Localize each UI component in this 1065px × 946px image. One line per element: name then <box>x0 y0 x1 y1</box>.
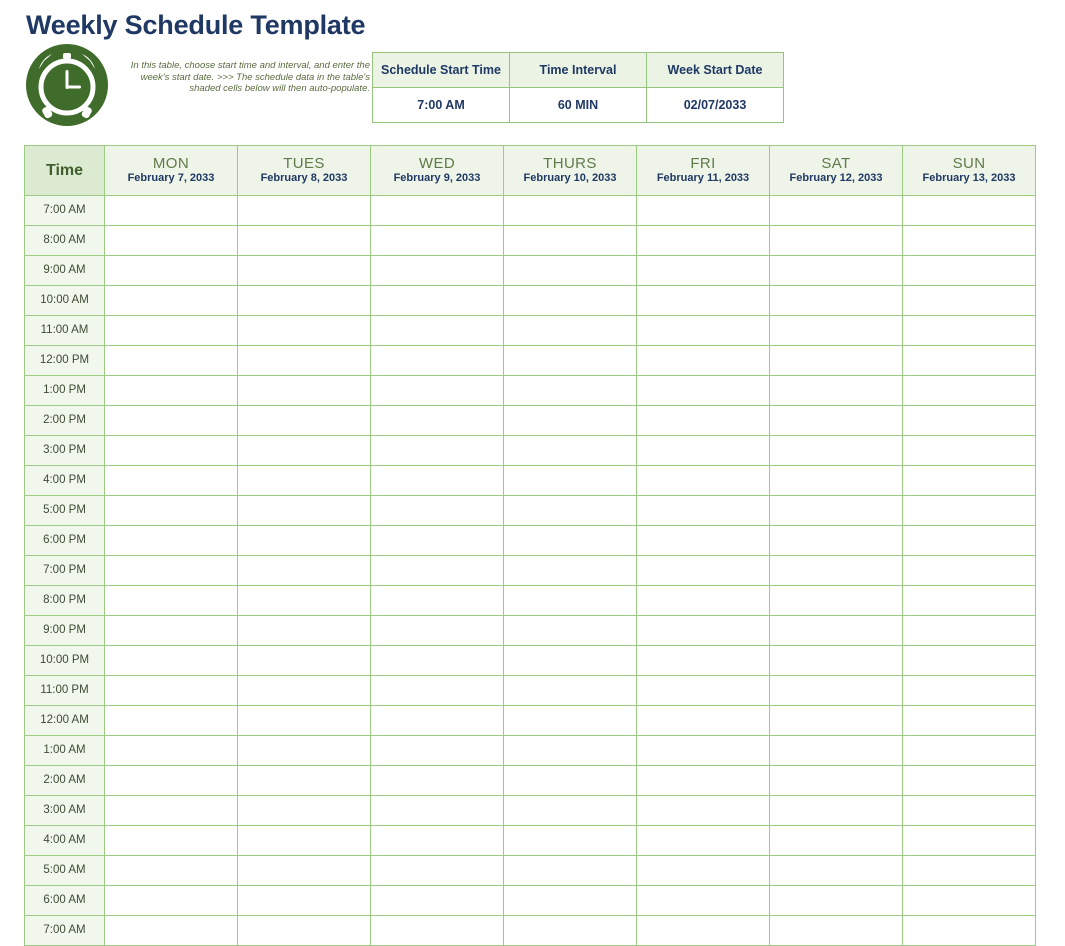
table-row <box>25 586 1036 616</box>
schedule-slot-cell[interactable] <box>770 796 903 826</box>
schedule-slot-cell[interactable] <box>105 796 238 826</box>
time-label: 3:00 AM <box>25 796 105 826</box>
schedule-slot-cell[interactable] <box>504 856 637 886</box>
schedule-slot-cell[interactable] <box>238 256 371 286</box>
table-row <box>25 676 1036 706</box>
schedule-slot-cell[interactable] <box>903 766 1036 796</box>
schedule-slot-cell[interactable] <box>770 556 903 586</box>
schedule-slot-cell[interactable] <box>770 196 903 226</box>
settings-value-interval[interactable]: 60 MIN <box>510 88 647 123</box>
schedule-header-day-wed <box>371 146 504 196</box>
time-label: 9:00 AM <box>25 256 105 286</box>
schedule-slot-cell[interactable] <box>238 766 371 796</box>
schedule-slot-cell[interactable] <box>504 256 637 286</box>
schedule-slot-cell[interactable] <box>371 916 504 946</box>
schedule-slot-cell[interactable] <box>637 406 770 436</box>
schedule-slot-cell[interactable] <box>903 706 1036 736</box>
page-title: Weekly Schedule Template <box>26 10 366 40</box>
schedule-header-time: Time <box>25 146 105 196</box>
schedule-slot-cell[interactable] <box>504 706 637 736</box>
schedule-slot-cell[interactable] <box>903 376 1036 406</box>
schedule-slot-cell[interactable] <box>770 856 903 886</box>
schedule-header-day-sun <box>903 146 1036 196</box>
schedule-slot-cell[interactable] <box>903 826 1036 856</box>
schedule-header-day-fri <box>637 146 770 196</box>
schedule-slot-cell[interactable] <box>903 556 1036 586</box>
schedule-slot-cell[interactable] <box>903 346 1036 376</box>
schedule-slot-cell[interactable] <box>637 616 770 646</box>
schedule-slot-cell[interactable] <box>371 586 504 616</box>
table-row <box>25 286 1036 316</box>
schedule-header-day-sat <box>770 146 903 196</box>
schedule-slot-cell[interactable] <box>105 856 238 886</box>
table-row <box>25 526 1036 556</box>
schedule-slot-cell[interactable] <box>770 436 903 466</box>
day-date-tues: February 8, 2033 <box>260 172 348 184</box>
schedule-slot-cell[interactable] <box>770 886 903 916</box>
schedule-slot-cell[interactable] <box>903 736 1036 766</box>
schedule-slot-cell[interactable] <box>504 316 637 346</box>
schedule-slot-cell[interactable] <box>105 196 238 226</box>
time-label: 5:00 PM <box>25 496 105 526</box>
schedule-slot-cell[interactable] <box>238 196 371 226</box>
day-date-thurs: February 10, 2033 <box>523 172 617 184</box>
schedule-slot-cell[interactable] <box>770 616 903 646</box>
time-label: 12:00 PM <box>25 346 105 376</box>
schedule-slot-cell[interactable] <box>238 736 371 766</box>
time-label: 1:00 AM <box>25 736 105 766</box>
schedule-slot-cell[interactable] <box>637 256 770 286</box>
schedule-slot-cell[interactable] <box>105 376 238 406</box>
schedule-slot-cell[interactable] <box>105 286 238 316</box>
table-row <box>25 886 1036 916</box>
schedule-slot-cell[interactable] <box>903 646 1036 676</box>
table-row <box>25 436 1036 466</box>
schedule-slot-cell[interactable] <box>770 286 903 316</box>
schedule-slot-cell[interactable] <box>770 676 903 706</box>
schedule-slot-cell[interactable] <box>637 526 770 556</box>
schedule-slot-cell[interactable] <box>903 436 1036 466</box>
table-row <box>25 736 1036 766</box>
schedule-slot-cell[interactable] <box>504 466 637 496</box>
schedule-slot-cell[interactable] <box>371 496 504 526</box>
schedule-header-day-tues <box>238 146 371 196</box>
table-row <box>25 826 1036 856</box>
schedule-slot-cell[interactable] <box>770 346 903 376</box>
schedule-slot-cell[interactable] <box>371 256 504 286</box>
schedule-slot-cell[interactable] <box>770 586 903 616</box>
schedule-slot-cell[interactable] <box>637 736 770 766</box>
schedule-slot-cell[interactable] <box>504 436 637 466</box>
table-row <box>25 556 1036 586</box>
table-row <box>25 796 1036 826</box>
settings-header-row <box>373 53 784 88</box>
schedule-slot-cell[interactable] <box>770 826 903 856</box>
table-row <box>25 196 1036 226</box>
schedule-slot-cell[interactable] <box>238 436 371 466</box>
schedule-body <box>25 196 1036 946</box>
schedule-slot-cell[interactable] <box>105 346 238 376</box>
day-date-wed: February 9, 2033 <box>393 172 481 184</box>
schedule-slot-cell[interactable] <box>371 466 504 496</box>
schedule-slot-cell[interactable] <box>371 406 504 436</box>
top-info-area <box>26 44 786 126</box>
schedule-slot-cell[interactable] <box>637 916 770 946</box>
schedule-slot-cell[interactable] <box>637 796 770 826</box>
schedule-slot-cell[interactable] <box>903 676 1036 706</box>
schedule-slot-cell[interactable] <box>637 706 770 736</box>
schedule-slot-cell[interactable] <box>770 766 903 796</box>
schedule-slot-cell[interactable] <box>238 406 371 436</box>
schedule-slot-cell[interactable] <box>637 646 770 676</box>
schedule-slot-cell[interactable] <box>105 556 238 586</box>
table-row <box>25 256 1036 286</box>
time-label: 7:00 PM <box>25 556 105 586</box>
schedule-slot-cell[interactable] <box>770 406 903 436</box>
schedule-slot-cell[interactable] <box>504 226 637 256</box>
time-label: 11:00 PM <box>25 676 105 706</box>
table-row <box>25 376 1036 406</box>
schedule-slot-cell[interactable] <box>238 856 371 886</box>
schedule-slot-cell[interactable] <box>504 556 637 586</box>
schedule-slot-cell[interactable] <box>903 886 1036 916</box>
schedule-slot-cell[interactable] <box>238 376 371 406</box>
time-label: 4:00 PM <box>25 466 105 496</box>
schedule-slot-cell[interactable] <box>903 286 1036 316</box>
schedule-slot-cell[interactable] <box>238 346 371 376</box>
schedule-slot-cell[interactable] <box>105 226 238 256</box>
schedule-slot-cell[interactable] <box>504 736 637 766</box>
time-label: 6:00 AM <box>25 886 105 916</box>
schedule-slot-cell[interactable] <box>105 526 238 556</box>
schedule-slot-cell[interactable] <box>637 316 770 346</box>
schedule-slot-cell[interactable] <box>105 406 238 436</box>
table-row <box>25 646 1036 676</box>
schedule-slot-cell[interactable] <box>371 856 504 886</box>
schedule-slot-cell[interactable] <box>637 676 770 706</box>
schedule-slot-cell[interactable] <box>371 346 504 376</box>
table-row <box>25 706 1036 736</box>
schedule-header-day-thurs <box>504 146 637 196</box>
schedule-slot-cell[interactable] <box>238 496 371 526</box>
settings-header-start-time: Schedule Start Time <box>373 53 510 88</box>
time-label: 5:00 AM <box>25 856 105 886</box>
schedule-slot-cell[interactable] <box>637 856 770 886</box>
schedule-slot-cell[interactable] <box>770 376 903 406</box>
table-row <box>25 226 1036 256</box>
schedule-slot-cell[interactable] <box>637 466 770 496</box>
schedule-slot-cell[interactable] <box>371 616 504 646</box>
day-name-wed: WED <box>418 155 456 172</box>
schedule-slot-cell[interactable] <box>371 736 504 766</box>
schedule-slot-cell[interactable] <box>770 496 903 526</box>
day-name-sat: SAT <box>821 155 851 172</box>
schedule-slot-cell[interactable] <box>238 556 371 586</box>
schedule-slot-cell[interactable] <box>371 436 504 466</box>
schedule-slot-cell[interactable] <box>238 616 371 646</box>
schedule-slot-cell[interactable] <box>504 586 637 616</box>
schedule-slot-cell[interactable] <box>238 286 371 316</box>
time-label: 4:00 AM <box>25 826 105 856</box>
day-name-tues: TUES <box>283 155 325 172</box>
time-label: 9:00 PM <box>25 616 105 646</box>
schedule-slot-cell[interactable] <box>371 196 504 226</box>
schedule-slot-cell[interactable] <box>903 316 1036 346</box>
schedule-slot-cell[interactable] <box>105 706 238 736</box>
table-row <box>25 916 1036 946</box>
schedule-slot-cell[interactable] <box>105 316 238 346</box>
weekly-schedule-table <box>24 145 1036 946</box>
schedule-slot-cell[interactable] <box>371 766 504 796</box>
schedule-slot-cell[interactable] <box>903 496 1036 526</box>
schedule-slot-cell[interactable] <box>105 616 238 646</box>
schedule-slot-cell[interactable] <box>238 316 371 346</box>
settings-value-row <box>373 88 784 123</box>
schedule-slot-cell[interactable] <box>105 916 238 946</box>
schedule-slot-cell[interactable] <box>105 496 238 526</box>
schedule-slot-cell[interactable] <box>371 226 504 256</box>
time-label: 12:00 AM <box>25 706 105 736</box>
settings-header-interval: Time Interval <box>510 53 647 88</box>
schedule-slot-cell[interactable] <box>238 586 371 616</box>
schedule-slot-cell[interactable] <box>637 826 770 856</box>
schedule-slot-cell[interactable] <box>105 676 238 706</box>
schedule-slot-cell[interactable] <box>238 916 371 946</box>
time-label: 8:00 AM <box>25 226 105 256</box>
schedule-slot-cell[interactable] <box>504 376 637 406</box>
time-label: 3:00 PM <box>25 436 105 466</box>
time-label: 8:00 PM <box>25 586 105 616</box>
schedule-slot-cell[interactable] <box>637 436 770 466</box>
schedule-slot-cell[interactable] <box>903 466 1036 496</box>
schedule-slot-cell[interactable] <box>903 226 1036 256</box>
table-row <box>25 316 1036 346</box>
schedule-slot-cell[interactable] <box>637 586 770 616</box>
schedule-slot-cell[interactable] <box>504 826 637 856</box>
schedule-slot-cell[interactable] <box>903 586 1036 616</box>
schedule-slot-cell[interactable] <box>371 286 504 316</box>
time-label: 10:00 PM <box>25 646 105 676</box>
time-label: 2:00 AM <box>25 766 105 796</box>
schedule-slot-cell[interactable] <box>105 886 238 916</box>
schedule-slot-cell[interactable] <box>238 796 371 826</box>
schedule-slot-cell[interactable] <box>504 616 637 646</box>
schedule-slot-cell[interactable] <box>637 226 770 256</box>
schedule-slot-cell[interactable] <box>238 466 371 496</box>
schedule-slot-cell[interactable] <box>105 256 238 286</box>
schedule-header-day-mon <box>105 146 238 196</box>
schedule-slot-cell[interactable] <box>105 436 238 466</box>
table-row <box>25 856 1036 886</box>
schedule-slot-cell[interactable] <box>371 376 504 406</box>
schedule-slot-cell[interactable] <box>504 346 637 376</box>
day-date-fri: February 11, 2033 <box>656 172 750 184</box>
table-row <box>25 496 1036 526</box>
schedule-slot-cell[interactable] <box>105 586 238 616</box>
schedule-slot-cell[interactable] <box>770 256 903 286</box>
schedule-slot-cell[interactable] <box>371 826 504 856</box>
settings-value-start-time[interactable]: 7:00 AM <box>373 88 510 123</box>
schedule-slot-cell[interactable] <box>371 676 504 706</box>
schedule-slot-cell[interactable] <box>371 796 504 826</box>
table-row <box>25 466 1036 496</box>
time-label: 7:00 AM <box>25 196 105 226</box>
schedule-slot-cell[interactable] <box>504 676 637 706</box>
schedule-slot-cell[interactable] <box>504 196 637 226</box>
day-name-mon: MON <box>152 155 190 172</box>
schedule-slot-cell[interactable] <box>770 466 903 496</box>
table-row <box>25 766 1036 796</box>
schedule-slot-cell[interactable] <box>504 766 637 796</box>
schedule-slot-cell[interactable] <box>105 736 238 766</box>
schedule-slot-cell[interactable] <box>903 916 1036 946</box>
schedule-slot-cell[interactable] <box>371 316 504 346</box>
schedule-slot-cell[interactable] <box>238 826 371 856</box>
schedule-slot-cell[interactable] <box>105 826 238 856</box>
schedule-slot-cell[interactable] <box>238 886 371 916</box>
schedule-slot-cell[interactable] <box>770 646 903 676</box>
schedule-header-row <box>25 146 1036 196</box>
settings-table <box>372 52 784 123</box>
day-date-sun: February 13, 2033 <box>922 172 1016 184</box>
schedule-slot-cell[interactable] <box>903 796 1036 826</box>
schedule-slot-cell[interactable] <box>903 526 1036 556</box>
schedule-slot-cell[interactable] <box>637 346 770 376</box>
day-name-thurs: THURS <box>543 155 597 172</box>
schedule-slot-cell[interactable] <box>903 256 1036 286</box>
schedule-slot-cell[interactable] <box>637 766 770 796</box>
schedule-slot-cell[interactable] <box>504 916 637 946</box>
schedule-slot-cell[interactable] <box>770 526 903 556</box>
schedule-slot-cell[interactable] <box>770 916 903 946</box>
alarm-clock-icon <box>26 44 108 126</box>
schedule-slot-cell[interactable] <box>238 646 371 676</box>
schedule-slot-cell[interactable] <box>504 496 637 526</box>
schedule-slot-cell[interactable] <box>504 406 637 436</box>
schedule-slot-cell[interactable] <box>770 706 903 736</box>
schedule-slot-cell[interactable] <box>504 526 637 556</box>
schedule-slot-cell[interactable] <box>637 286 770 316</box>
time-label: 6:00 PM <box>25 526 105 556</box>
schedule-slot-cell[interactable] <box>903 616 1036 646</box>
table-row <box>25 616 1036 646</box>
schedule-slot-cell[interactable] <box>105 646 238 676</box>
schedule-slot-cell[interactable] <box>105 766 238 796</box>
day-date-mon: February 7, 2033 <box>127 172 215 184</box>
day-date-sat: February 12, 2033 <box>789 172 883 184</box>
schedule-slot-cell[interactable] <box>371 526 504 556</box>
time-label: 2:00 PM <box>25 406 105 436</box>
settings-value-week-start[interactable]: 02/07/2033 <box>647 88 784 123</box>
day-name-fri: FRI <box>690 155 716 172</box>
table-row <box>25 346 1036 376</box>
time-label: 1:00 PM <box>25 376 105 406</box>
schedule-slot-cell[interactable] <box>238 706 371 736</box>
schedule-slot-cell[interactable] <box>238 676 371 706</box>
schedule-slot-cell[interactable] <box>504 796 637 826</box>
schedule-slot-cell[interactable] <box>903 856 1036 886</box>
time-label: 7:00 AM <box>25 916 105 946</box>
time-label: 10:00 AM <box>25 286 105 316</box>
schedule-slot-cell[interactable] <box>238 226 371 256</box>
time-label: 11:00 AM <box>25 316 105 346</box>
schedule-slot-cell[interactable] <box>770 226 903 256</box>
day-name-sun: SUN <box>952 155 986 172</box>
instructions-text: In this table, choose start time and interval, and enter the week's start date. >>> The schedule data in the table's shaded cells below will then auto-populate. <box>130 60 370 94</box>
schedule-slot-cell[interactable] <box>770 736 903 766</box>
schedule-slot-cell[interactable] <box>637 886 770 916</box>
schedule-slot-cell[interactable] <box>238 526 371 556</box>
schedule-slot-cell[interactable] <box>371 886 504 916</box>
schedule-slot-cell[interactable] <box>637 556 770 586</box>
schedule-slot-cell[interactable] <box>637 376 770 406</box>
schedule-slot-cell[interactable] <box>903 406 1036 436</box>
settings-header-week-start: Week Start Date <box>647 53 784 88</box>
schedule-slot-cell[interactable] <box>371 646 504 676</box>
schedule-slot-cell[interactable] <box>504 886 637 916</box>
table-row <box>25 406 1036 436</box>
schedule-slot-cell[interactable] <box>637 196 770 226</box>
schedule-slot-cell[interactable] <box>770 316 903 346</box>
schedule-slot-cell[interactable] <box>504 286 637 316</box>
schedule-slot-cell[interactable] <box>371 556 504 586</box>
schedule-slot-cell[interactable] <box>504 646 637 676</box>
schedule-slot-cell[interactable] <box>903 196 1036 226</box>
schedule-slot-cell[interactable] <box>105 466 238 496</box>
schedule-slot-cell[interactable] <box>637 496 770 526</box>
schedule-slot-cell[interactable] <box>371 706 504 736</box>
